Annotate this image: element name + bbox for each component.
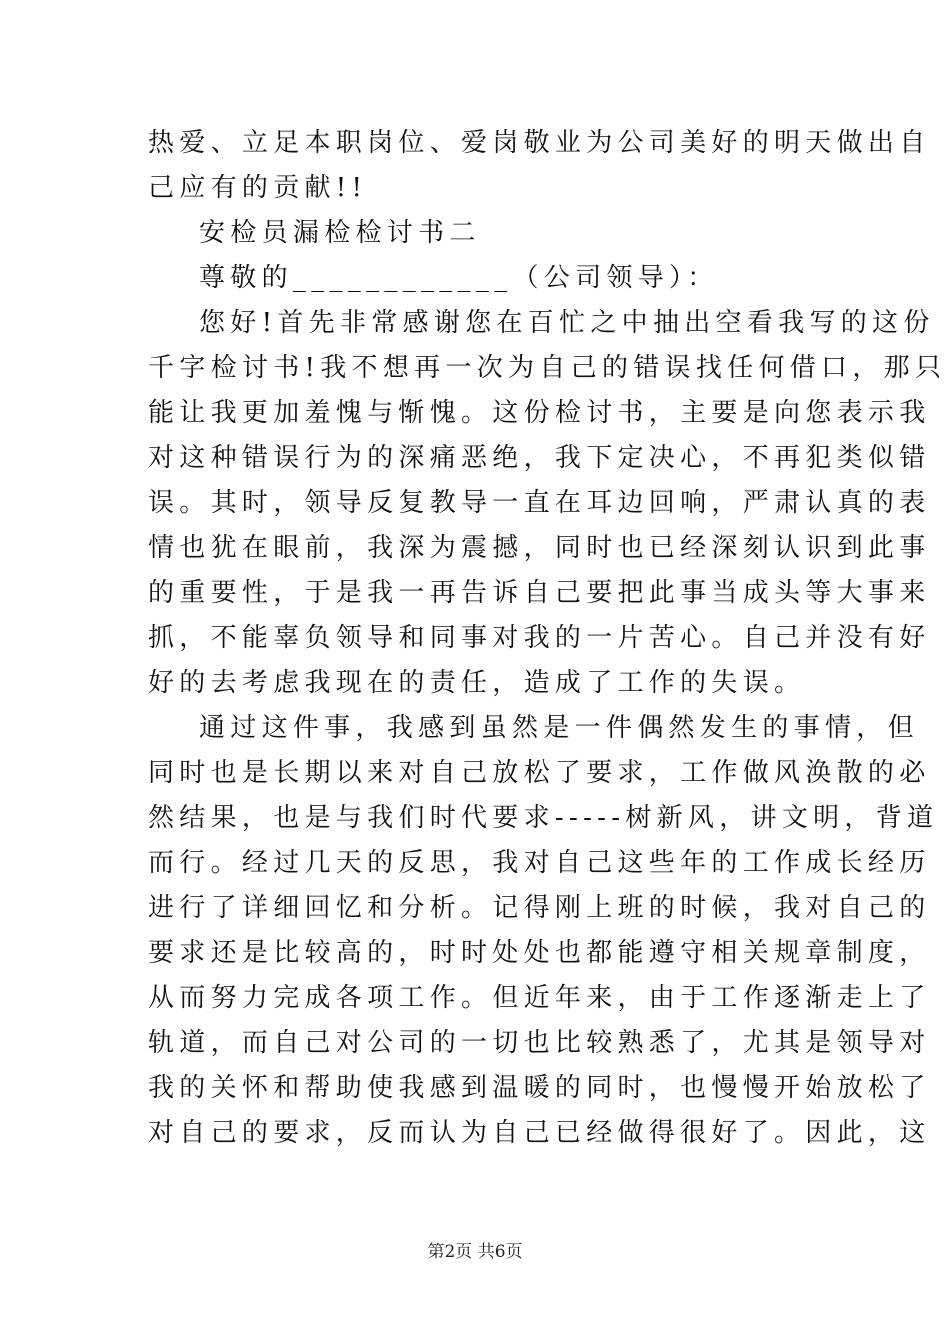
text-line-19: 要求还是比较高的，时时处处也都能遵守相关规章制度， — [148, 938, 931, 968]
text-line-8: 对这种错误行为的深痛恶绝，我下定决心，不再犯类似错 — [148, 443, 931, 473]
text-line-10: 情也犹在眼前，我深为震撼，同时也已经深刻认识到此事 — [148, 533, 931, 563]
salutation: 尊敬的____________（公司领导）： — [199, 263, 719, 293]
text-line-6: 千字检讨书!我不想再一次为自己的错误找任何借口，那只 — [148, 353, 947, 383]
page-number-footer: 第2页 共6页 — [427, 1242, 523, 1262]
text-line-12: 抓，不能辜负领导和同事对我的一片苦心。自己并没有好 — [148, 623, 931, 653]
text-line-14: 通过这件事，我感到虽然是一件偶然发生的事情，但 — [199, 713, 919, 743]
text-line-7: 能让我更加羞愧与惭愧。这份检讨书，主要是向您表示我 — [148, 398, 931, 428]
text-line-18: 进行了详细回忆和分析。记得刚上班的时候，我对自己的 — [148, 893, 931, 923]
text-line-15: 同时也是长期以来对自己放松了要求，工作做风涣散的必 — [148, 758, 931, 788]
text-line-23: 对自己的要求，反而认为自己已经做得很好了。因此，这 — [148, 1118, 931, 1148]
text-line-1: 热爱、立足本职岗位、爱岗敬业为公司美好的明天做出自 — [148, 128, 931, 158]
text-line-22: 我的关怀和帮助使我感到温暖的同时，也慢慢开始放松了 — [148, 1073, 931, 1103]
text-line-9: 误。其时，领导反复教导一直在耳边回响，严肃认真的表 — [148, 488, 931, 518]
text-line-16: 然结果，也是与我们时代要求-----树新风，讲文明，背道 — [148, 803, 939, 833]
text-line-2: 己应有的贡献!! — [148, 173, 368, 203]
section-heading: 安检员漏检检讨书二 — [199, 218, 481, 248]
text-line-20: 从而努力完成各项工作。但近年来，由于工作逐渐走上了 — [148, 983, 931, 1013]
text-line-17: 而行。经过几天的反思，我对自己这些年的工作成长经历 — [148, 848, 931, 878]
text-line-11: 的重要性，于是我一再告诉自己要把此事当成头等大事来 — [148, 578, 931, 608]
text-line-21: 轨道，而自己对公司的一切也比较熟悉了，尤其是领导对 — [148, 1028, 931, 1058]
text-line-13: 好的去考虑我现在的责任，造成了工作的失误。 — [148, 668, 806, 698]
text-line-5: 您好!首先非常感谢您在百忙之中抽出空看我写的这份 — [199, 308, 935, 338]
